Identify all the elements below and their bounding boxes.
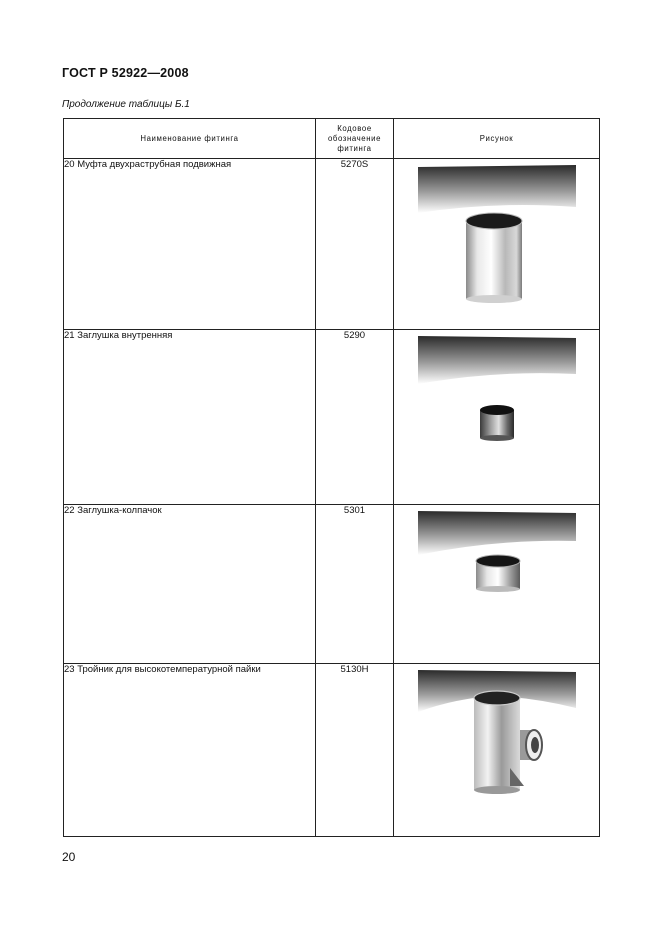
column-header-code-line2: обозначение [327, 133, 382, 143]
fitting-code: 5290 [316, 330, 394, 505]
fitting-name: 21 Заглушка внутренняя [64, 330, 316, 505]
column-header-code-line3: фитинга [337, 143, 372, 153]
table-continuation-caption: Продолжение таблицы Б.1 [62, 99, 190, 110]
column-header-code-line1: Кодовое [337, 123, 372, 133]
fitting-code: 5270S [316, 159, 394, 330]
page-number: 20 [62, 850, 76, 864]
fitting-picture-cell [394, 330, 600, 505]
column-header-code [316, 119, 394, 159]
fitting-code: 5130H [316, 664, 394, 837]
fitting-picture-cell [394, 159, 600, 330]
table-row [64, 505, 600, 664]
fitting-name: 23 Тройник для высокотемпературной пайки [64, 664, 316, 837]
column-header-name: Наименование фитинга [64, 119, 316, 159]
table-row [64, 330, 600, 505]
end-cap-image [416, 509, 576, 609]
fittings-table [63, 118, 600, 837]
document-header: ГОСТ Р 52922—2008 [62, 66, 189, 80]
fitting-picture-cell [394, 505, 600, 664]
table-header-row [64, 119, 600, 159]
fitting-code: 5301 [316, 505, 394, 664]
internal-plug-image [416, 334, 576, 454]
table-row [64, 664, 600, 837]
fitting-name: 20 Муфта двухраструбная подвижная [64, 159, 316, 330]
fitting-name: 22 Заглушка-колпачок [64, 505, 316, 664]
table-row [64, 159, 600, 330]
tee-fitting-image [416, 668, 576, 808]
fitting-picture-cell [394, 664, 600, 837]
column-header-picture: Рисунок [394, 119, 600, 159]
sleeve-coupling-image [416, 163, 576, 311]
